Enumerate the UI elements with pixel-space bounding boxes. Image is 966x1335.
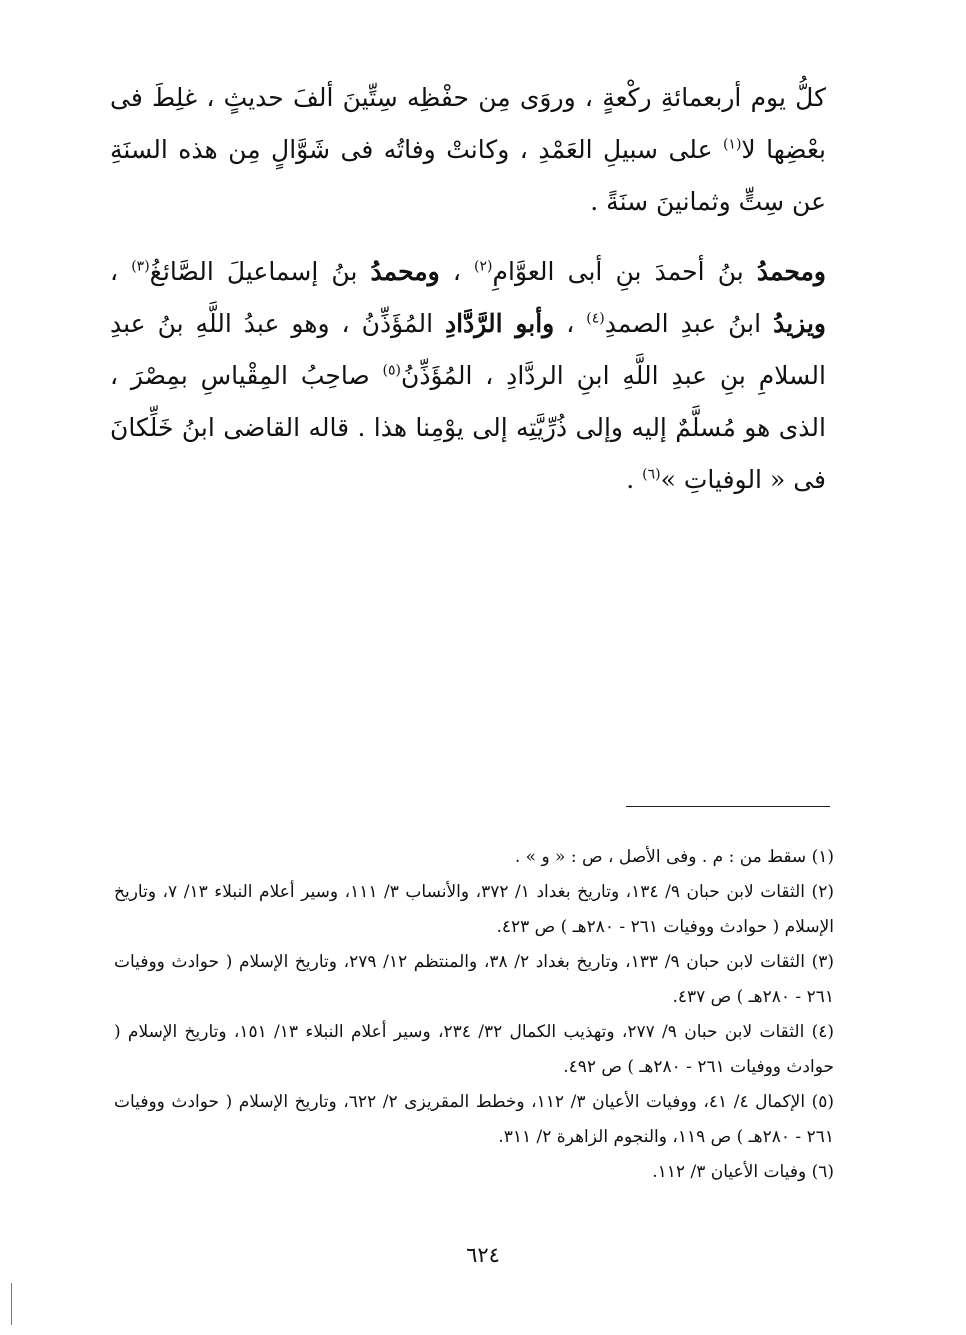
paragraph-2: [110, 246, 826, 506]
footnote-6: (٦) وفيات الأعيان ٣/ ١١٢.: [652, 1162, 834, 1182]
footnote-1: (١) سقط من : م . وفى الأصل ، ص : « و » .: [514, 847, 834, 867]
footnote-ref-5: (٥): [382, 362, 401, 379]
footnotes: [114, 840, 834, 1190]
scan-edge-mark: [11, 1283, 12, 1325]
footnote-ref-3: (٣): [131, 258, 150, 275]
paragraph-2-sep-a: ،: [439, 257, 475, 286]
page-number: ٦٢٤: [466, 1243, 500, 1267]
paragraph-2-text-a: بنُ أحمدَ بنِ أبى العوَّامِ: [492, 257, 757, 286]
paragraph-2-sep-c: ،: [554, 309, 587, 338]
name-yazid: ويزيدُ: [773, 309, 826, 338]
name-muhammad-ibn-ahmad: ومحمدُ: [756, 257, 826, 286]
footnote-4: (٤) الثقات لابن حبان ٩/ ٢٧٧، وتهذيب الكمال ٣٢/ ٢٣٤، وسير أعلام النبلاء ١٣/ ١٥١، وتاريخ الإسلام ( حوادث ووفيات ٢٦١ - ٢٨٠هـ ) ص ٤٩٢.: [114, 1022, 835, 1077]
paragraph-2-text-b: بنُ إسماعيلَ الصَّائغُ: [149, 257, 371, 286]
footnote-ref-2: (٢): [474, 258, 493, 275]
footnote-5: (٥) الإكمال ٤/ ٤١، ووفيات الأعيان ٣/ ١١٢، وخطط المقريزى ٢/ ٦٢٢، وتاريخ الإسلام ( حوادث ووفيات ٢٦١ - ٢٨٠هـ ) ص ١١٩، والنجوم الزاهرة ٢/ ٣١١.: [114, 1092, 835, 1147]
paragraph-2-text-c: ابنُ عبدِ الصمدِ: [604, 309, 774, 338]
paragraph-2-sep-b: ،: [110, 257, 132, 286]
footnote-ref-6: (٦): [642, 466, 661, 483]
name-muhammad-ibn-ismail: ومحمدُ: [370, 257, 440, 286]
paragraph-1-text-b: على سبيلِ العَمْدِ ، وكانتْ وفاتُه فى شَوَّالٍ مِن هذه السنَةِ عن سِتٍّ وثمانينَ سنَةً .: [110, 135, 826, 216]
name-abu-al-raddad: وأبو الرَّدَّادِ: [445, 309, 555, 338]
footnote-3: (٣) الثقات لابن حبان ٩/ ١٣٣، وتاريخ بغداد ٢/ ٣٨، والمنتظم ١٢/ ٢٧٩، وتاريخ الإسلام ( حوادث ووفيات ٢٦١ - ٢٨٠هـ ) ص ٤٣٧.: [114, 952, 834, 1007]
footnote-2: (٢) الثقات لابن حبان ٩/ ١٣٤، وتاريخ بغداد ١/ ٣٧٢، والأنساب ٣/ ١١١، وسير أعلام النبلاء ١٣/ ٧، وتاريخ الإسلام ( حوادث ووفيات ٢٦١ - ٢٨٠هـ ) ص ٤٢٣.: [114, 882, 834, 937]
footnote-ref-1: (١): [722, 136, 742, 153]
paragraph-2-text-e: صاحِبُ المِقْياسِ بمِصْرَ ، الذى هو مُسلَّمٌ إليه وإلى ذُرِّيَّتِه إلى يوْمِنا هذا . قاله القاضى ابنُ خَلِّكانَ فى « الوفياتِ »: [110, 361, 826, 494]
footnote-separator: [626, 806, 830, 807]
main-text: [110, 72, 826, 506]
paragraph-1-text-a: كلُّ يوم أربعمائةِ ركْعةٍ ، وروَى مِن حفْظِه سِتِّينَ ألفَ حديثٍ ، غلِطَ فى بعْضِها لا: [110, 83, 826, 164]
paragraph-1: [110, 72, 826, 228]
paragraph-2-end: .: [626, 465, 643, 494]
paragraph-2-text-d: المُؤَذِّنُ ، وهو عبدُ اللَّهِ بنُ عبدِ السلامِ بنِ عبدِ اللَّهِ ابنِ الردَّادِ ، المُؤَذِّنُ: [110, 309, 826, 390]
footnote-ref-4: (٤): [586, 310, 605, 327]
